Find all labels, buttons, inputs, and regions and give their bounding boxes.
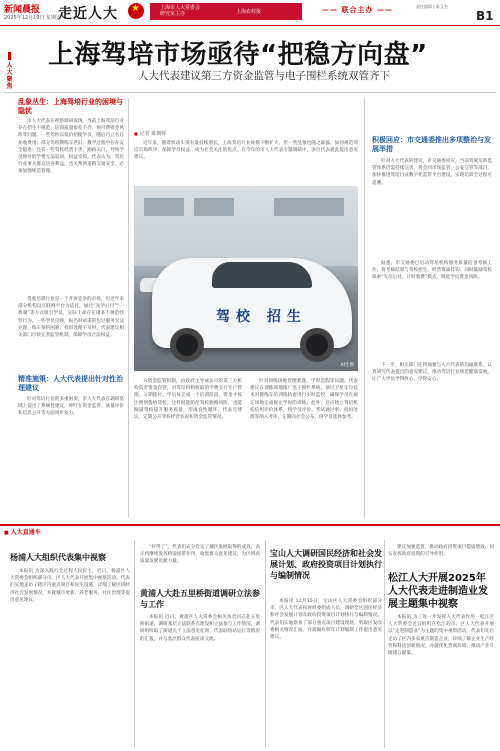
bottom-divider-3 [384,540,385,748]
left-body-3: 针对驾培行业的多重困境，市人大代表在调研基础上提出了系统性建议，呼吁在资金监管、质量评价和信息公开等方面同步发力。 [18,397,124,417]
bottom-headline-2: 黄浦人大赴五里桥街道调研立法参与工作 [140,589,260,609]
left-kicker-2: 精准施策：人大代表提出针对性治理建议 [18,375,123,392]
bottom-divider-2 [265,540,266,748]
bottom-body-2b: 本报讯 近日，黄浦区人大常委会相关负责同志赴五里桥街道，调研基层立法联系点建设和立法参与工作情况。调研组听取了街道关于立法意见征询、代表联络站运行等情况的汇报，并与基层群众代表座谈交流。 [140,615,260,642]
bottom-section-label: ■ 人大直通车 [4,527,41,536]
bottom-body-4b: 本报讯 为了进一步发挥人大代表作用，松江区人大常委会近日组织在松江的市、区人大代表开展以“走进制造业”为主题的集中视察活动。代表们先后走访了区内多家重点制造企业，详细了解企业生产经营和科技创新情况，并就优化营商环境、推动产业升级建言献策。 [388,615,494,657]
newspaper-logo: 新闻晨报 [4,5,41,15]
bottom-body-3: 本报讯 12月15日，宝山区人大常委会组织部分市、区人大代表和财经委组成人员，调研全区国民经济和社会发展计划及政府投资项目计划执行与编制情况。代表们实地察看了部分重点项目建设现场，听取区发改委相关情况汇报，并就做好明年计划编制工作提出意见建议。 [270,599,382,641]
page-number: B1 [476,9,494,23]
bottom-body-4a: 建议加强监督，推动政府投资项目提质增效，切实发挥政府投资的引导作用。 [388,545,494,558]
intro-text: 近年来，随着机动车保有量持续增长，上海驾培行业规模不断扩大，但一些乱象也随之暴露。如何规范驾培市场秩序、保障学员权益，成为社会关注的焦点。在今年的市人大代表专题调研中，多位代表就此提出意见建议。 [134,141,358,161]
right-body-3: 下一步，相关部门还将加强与人大代表的沟通联系，认真研究代表提出的意见建议，推动驾培行业规范健康发展，让广大学员学得放心、学得安心。 [372,363,492,383]
issue-date: 2025年12月19日 星期五 [4,15,62,21]
car-signage: 驾校 招生 [216,309,307,325]
sponsor-left: 上海市人大常委会 研究室主办 [160,5,201,17]
bottom-body-1: 本报讯 为深入践行全过程人民民主，近日，杨浦区人大常委会组织部分市、区人大代表开展集中视察活动。代表们实地走访了辖区内重点项目和民生设施，详细了解区域经济社会发展情况，并就城市更新、养老服务、社区治理等提出意见建议。 [10,569,130,603]
col-divider-right [364,98,365,518]
sub-headline: 人大代表建议第三方资金监管与电子围栏系统双管齐下 [138,70,390,82]
middle-col-a: 方资金监管机制，由政府主导或认可的第三方机构负责资金存管，对驾培机构收取的学费实行专户管理、分期拨付，学员每完成一个培训阶段，资金才按比例划拨给驾校。这样既能防范驾校跑路风险，也能倒逼驾校提升服务质量，形成良性循环。代表还建议，定期公开驾校经营状况和资金监管情况。 [134,379,242,421]
emblem-icon [128,3,144,19]
left-body-2: 驾驶培训行业是一个开放竞争的市场，但近年来部分机构以互联网平台为依托，通过“先学后付”“一费制”等方式吸引学员，实际上却存在诸多不规范经营行为。一些学员反映，报名时承诺的包过服务无法兑现，练车预约困难，投诉处理不及时。代表建议相关部门尽快完善监管机制，保障学员合法权益。 [18,297,124,339]
side-tag-label: 人大聚焦 [6,62,13,90]
news-photo [134,186,358,371]
bottom-divider-1 [134,540,135,748]
bottom-headline-3: 宝山人大调研国民经济和社会发展计划、政府投资项目计划执行与编制情况 [270,549,382,580]
left-kicker-1: 乱象丛生：上海驾培行业的困境与隐忧 [18,98,123,115]
left-body-1: 市人大代表在视察调研发现，当前上海驾培行业存在招生不规范、培训质量参差不齐、预付费资金风险等问题。一些驾校以低价招揽学员，随后巧立名目加收费用；部分驾校教练车老旧，教学过程中存在安全隐患；还有一些驾校经营不善，跑路关门，导致学员预付的学费无法追回，权益受损。代表认为，驾培行业事关群众切身利益，也关系到道路交通安全，必须加强规范管理。 [18,119,124,175]
photo-training-car [152,258,352,348]
col-divider-left [128,98,129,518]
tag-bar [8,52,11,60]
byline: ■ 记者 陈朝晖 [134,130,166,137]
section-title: 走近人大 [58,6,118,22]
right-kicker: 积极回应：市交通委推出多项整治与发展举措 [372,136,491,153]
right-body-1: 针对人大代表的建议，市交通委回应，当前驾驶培训监管体系仍需持续完善，将会同市场监管、公安交管等部门，加快推进驾培行业数字化监管平台建设，实现培训全过程可追溯。 [372,159,492,186]
right-body-2: 据悉，市交通委已启动驾培机构服务质量信誉考核工作，将考核结果与驾校招生、经营资质挂钩；同时鼓励驾校探索“先培后付、计时收费”模式，降低学员资金风险。 [372,261,492,281]
middle-col-b: 针对训练场地管理难题，学时造假等问题，代表建议在训练场地推广电子围栏系统，通过卫星定位技术对教练车的训练轨迹进行实时监控，确保学员在规定场地完成规定学时的训练。此外，还应建立驾培机构信用评价体系，将学员评价、考试通过率、投诉处理等纳入考评，定期向社会公布，供学员选择参考。 [250,379,358,421]
bottom-headline-1: 杨浦人大组织代表集中视察 [10,553,106,562]
bottom-body-2a: “好得了”。代表们充分肯定了城区发展取得的成效，表示将继续发挥桥梁纽带作用，收集群众意见建议，为区域高质量发展贡献力量。 [140,545,260,565]
bottom-headline-4: 松江人大开展2025年人大代表走进制造业发展主题集中视察 [388,573,488,610]
main-headline: 上海驾培市场亟待“把稳方向盘” [48,40,428,70]
headline-divider [4,92,496,93]
side-section-tag [4,52,15,90]
photo-credit: AI生图 [340,363,354,368]
sponsor-right: 上海农村报 [236,9,262,15]
editor-credit: 责任编辑 | 陈文杰 [416,4,448,9]
masthead [0,0,500,26]
bottom-section-bar [0,524,500,536]
joint-sponsor-slogan: —— 联合主办 —— [322,6,393,14]
sponsor-banner [150,3,302,20]
